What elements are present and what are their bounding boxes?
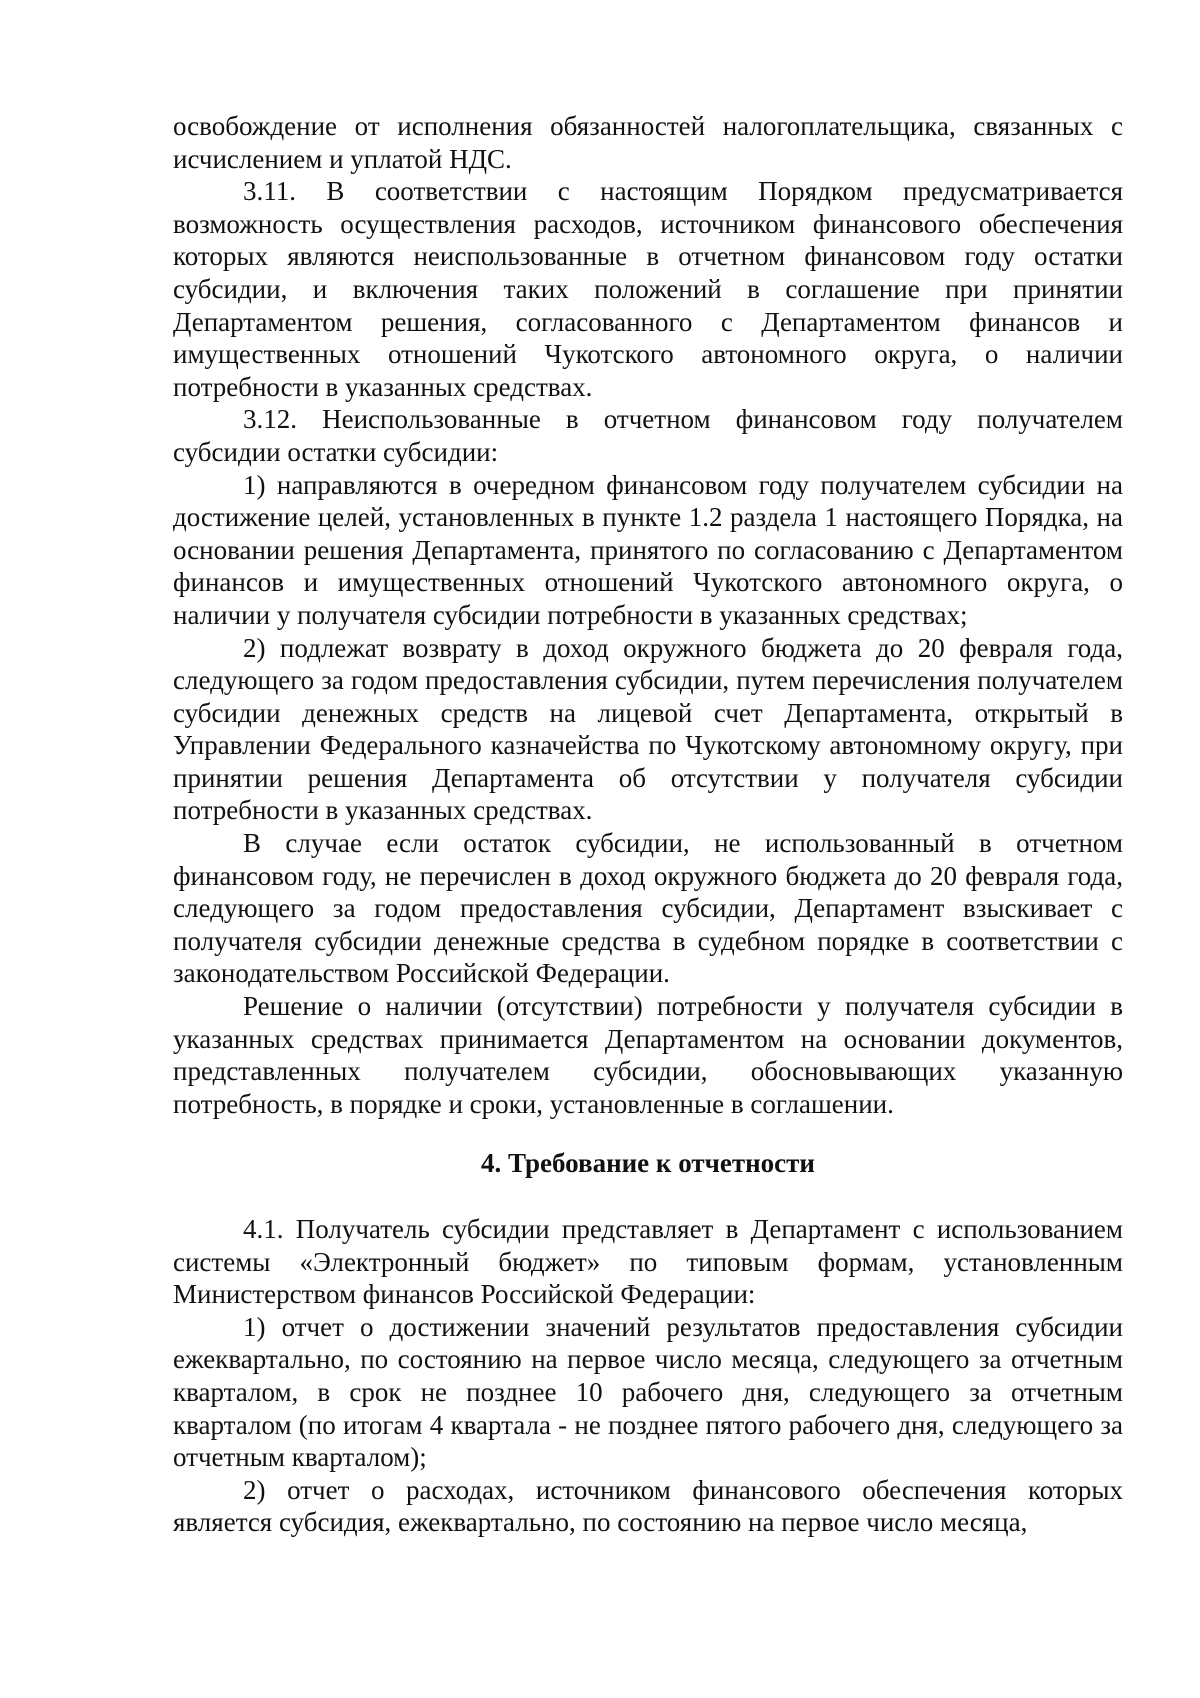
paragraph-3-12-item-1: 1) направляются в очередном финансовом году получателем субсидии на достижение целей, установленных в пункте 1.2 раздела 1 настоящего Порядка, на основании решения Департамента, принятого по согласованию с Департаментом финансов и имущественных отношений Чукотского автономного округа, о наличии у получателя субсидии потребности в указанных средствах; (173, 469, 1123, 630)
paragraph-3-12: 3.12. Неиспользованные в отчетном финансовом году получателем субсидии остатки субсидии: (173, 404, 1123, 467)
document-page (173, 110, 1123, 1539)
paragraph-3-12-item-2: 2) подлежат возврату в доход окружного бюджета до 20 февраля года, следующего за годом предоставления субсидии, путем перечисления получателем субсидии денежных средств на лицевой счет Департамента, открытый в Управлении Федерального казначейства по Чукотскому автономному округу, при принятии решения Департамента об отсутствии у получателя субсидии потребности в указанных средствах. (173, 632, 1123, 826)
paragraph-3-11: 3.11. В соответствии с настоящим Порядком предусматривается возможность осуществления расходов, источником финансового обеспечения которых являются неиспользованные в отчетном финансовом году остатки субсидии, и включения таких положений в соглашение при принятии Департаментом решения, согласованного с Департаментом финансов и имущественных отношений Чукотского автономного округа, о наличии потребности в указанных средствах. (173, 176, 1123, 402)
paragraph-4-1-item-1: 1) отчет о достижении значений результатов предоставления субсидии ежеквартально, по состоянию на первое число месяца, следующего за отчетным кварталом, в срок не позднее 10 рабочего дня, следующего за отчетным кварталом (по итогам 4 квартала - не позднее пятого рабочего дня, следующего за отчетным кварталом); (173, 1311, 1123, 1473)
paragraph-vat-exemption: освобождение от исполнения обязанностей налогоплательщика, связанных с исчислением и уплатой НДС. (173, 111, 1123, 174)
paragraph-4-1: 4.1. Получатель субсидии представляет в Департамент с использованием системы «Электронный бюджет» по типовым формам, установленным Министерством финансов Российской Федерации: (173, 1214, 1123, 1310)
section-heading: 4. Требование к отчетности (481, 1148, 815, 1179)
paragraph-decision: Решение о наличии (отсутствии) потребности у получателя субсидии в указанных средствах принимается Департаментом на основании документов, представленных получателем субсидии, обосновывающих указанную потребность, в порядке и сроки, установленные в соглашении. (173, 991, 1123, 1119)
paragraph-recovery: В случае если остаток субсидии, не использованный в отчетном финансовом году, не перечислен в доход окружного бюджета до 20 февраля года, следующего за годом предоставления субсидии, Департамент взыскивает с получателя субсидии денежные средства в судебном порядке в соответствии с законодательством Российской Федерации. (173, 828, 1123, 989)
paragraph-4-1-item-2: 2) отчет о расходах, источником финансового обеспечения которых является субсидия, ежеквартально, по состоянию на первое число месяца, (173, 1474, 1123, 1538)
